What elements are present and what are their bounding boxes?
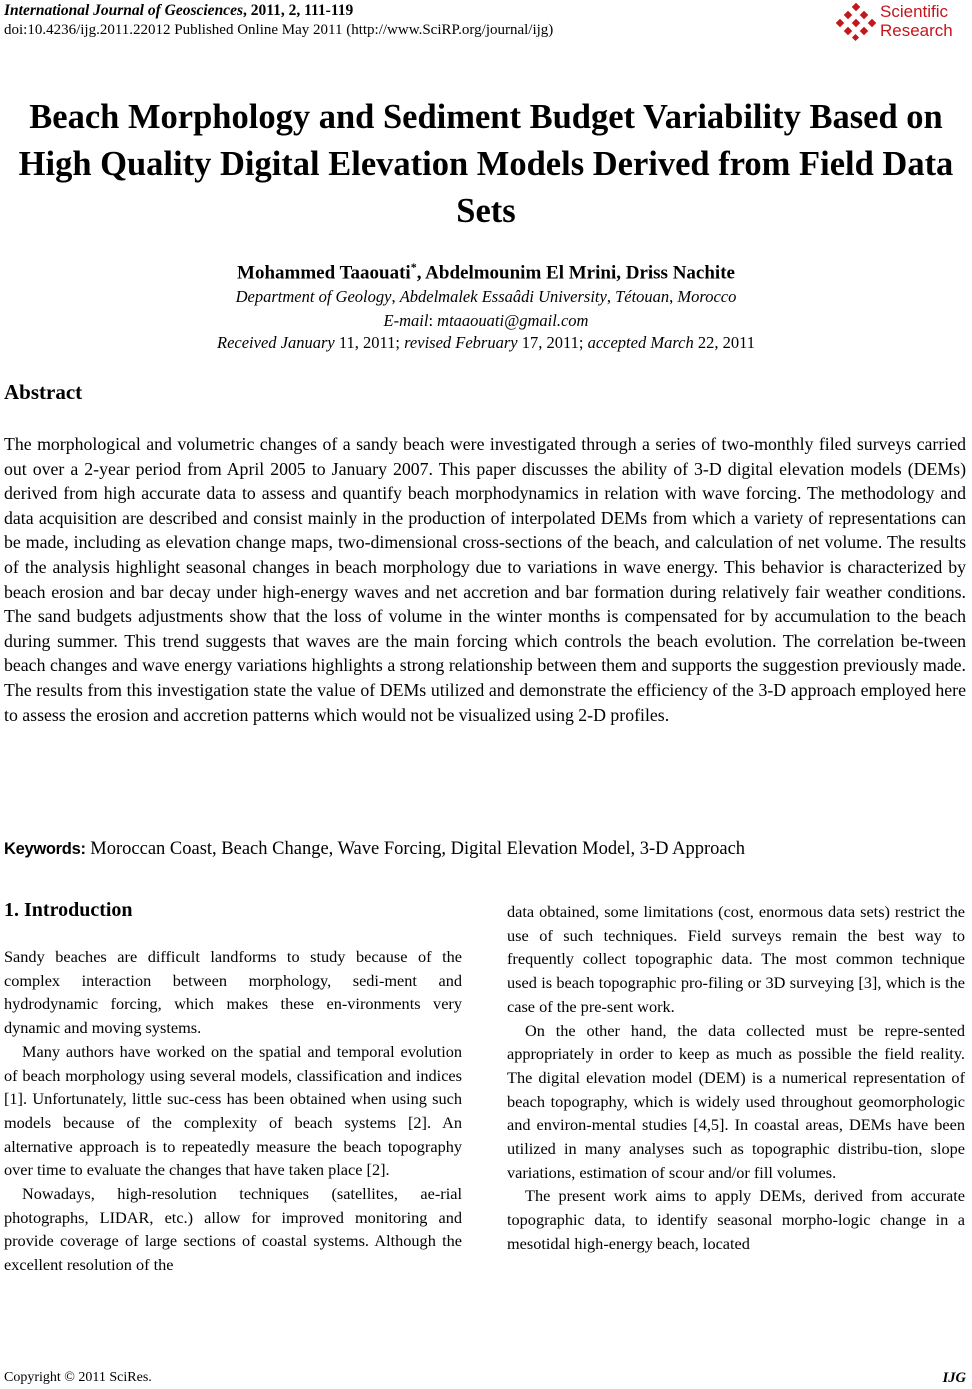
keywords-text: Moroccan Coast, Beach Change, Wave Forcing, Digital Elevation Model, 3-D Approach (85, 839, 746, 859)
corresponding-mark: * (410, 260, 417, 274)
intro-paragraph: data obtained, some limitations (cost, enormous data sets) restrict the use of such techniques. Field surveys remain the best way to frequently collect topographic data. The most common technique used is beach topographic pro-filing or 3D surveying [3], which is the case of the pre-sent work. (507, 902, 965, 1016)
doi-line: doi:10.4236/ijg.2011.22012 Published Online May 2011 (http://www.SciRP.org/journal/ijg) (4, 22, 554, 38)
received-label: Received January (217, 333, 335, 352)
affiliation-city: Tétouan (615, 287, 670, 306)
journal-citation (4, 2, 353, 20)
author-1: Mohammed Taaouati (237, 262, 411, 284)
intro-paragraph: Many authors have worked on the spatial and temporal evolution of beach morphology using several models, classification and indices [1]. Unfortunately, little suc-cess has been obtained when using such models because of the complexity of beach systems [2]. An alternative approach is to repeatedly measure the beach topography over time to evaluate the changes that have taken place [2]. (4, 1041, 462, 1180)
email-address: mtaaouati@gmail.com (437, 311, 589, 330)
copyright: Copyright © 2011 SciRes. (4, 1370, 152, 1385)
intro-right-column (507, 900, 965, 1256)
journal-name: International Journal of Geosciences (4, 2, 243, 19)
accepted-date: 22, 2011 (693, 333, 755, 352)
intro-paragraph: The present work aims to apply DEMs, derived from accurate topographic data, to identify seasonal morpho-logic change in a mesotidal high-energy beach, located (507, 1186, 965, 1253)
keywords (4, 839, 745, 860)
dates-line (0, 333, 972, 353)
keywords-label: Keywords: (4, 840, 86, 858)
abstract-text: The morphological and volumetric changes of a sandy beach were investigated through a series of two-monthly filed surveys carried out over a 2-year period from April 2005 to January 2007. This paper discusses the ability of 3-D digital elevation models (DEMs) derived from high accurate data to assess and quantify beach morphodynamics in relation with wave forcing. The methodology and data acquisition are described and consist mainly in the production of interpolated DEMs from which a variety of representations can be made, including as elevation change maps, two-dimensional cross-sections of the beach, and calculation of net volume. The results of the analysis highlight seasonal changes in beach morphology due to variations in wave energy. This behavior is characterized by beach erosion and bar decay under high-energy waves and net accretion and bar formation during relatively fair weather conditions. The sand budgets adjustments show that the loss of volume in the winter months is compensated for by accumulation to the beach during summer. This trend suggests that waves are the main forcing which controls the beach evolution. The correlation be-tween beach changes and wave energy variations highlights a strong relationship between them and supports the suggestion previously made. The results from this investigation state the value of DEMs utilized and demonstrate the efficiency of the 3-D approach employed here to assess the erosion and accretion patterns which would not be visualized using 2-D profiles. (4, 434, 966, 725)
affiliation-univ: Abdelmalek Essaâdi University (399, 287, 607, 306)
logo-text-line2: Research (880, 21, 953, 40)
logo-text-line1: Scientific (880, 2, 949, 21)
revised-date: 17, 2011; (517, 333, 588, 352)
intro-paragraph: On the other hand, the data collected must be repre-sented appropriately in order to keep as much as possible the field reality. The digital elevation model (DEM) is a numerical representation of beach topography, which is widely used throughout geomorphologic and environ-mental studies [4,5]. In coastal areas, DEMs have been utilized in many analyses such as topographic distribu-tion, slope variations, estimation of scour and/or fill volumes. (507, 1020, 965, 1182)
logo-text (880, 2, 953, 40)
author-list (0, 260, 972, 284)
intro-left-column (4, 945, 462, 1277)
journal-abbreviation: IJG (942, 1370, 966, 1386)
intro-paragraph: Sandy beaches are difficult landforms to study because of the complex interaction between morphology, sedi-ment and hydrodynamic forcing, which makes these en-vironments very dynamic and moving systems. (4, 947, 462, 1038)
abstract-heading: Abstract (4, 380, 83, 404)
paper-title: Beach Morphology and Sediment Budget Variability Based on High Quality Digital Elevation Models Derived from Field Data Sets (18, 98, 954, 230)
revised-label: revised February (404, 333, 518, 352)
other-authors: , Abdelmounim El Mrini, Driss Nachite (416, 262, 735, 284)
publisher-logo (836, 2, 966, 44)
email-label: E-mail (383, 311, 429, 330)
intro-paragraph: Nowadays, high-resolution techniques (satellites, ae-rial photographs, LIDAR, etc.) allow for improved monitoring and provide coverage of large sections of coastal systems. Although the excellent resolution of the (4, 1184, 462, 1275)
affiliation-country: Morocco (677, 287, 737, 306)
email-line: E-mail: mtaaouati@gmail.com (383, 311, 589, 330)
affiliation: Department of Geology, Abdelmalek Essaâdi University, Tétouan, Morocco (235, 287, 737, 306)
intro-heading: 1. Introduction (4, 899, 133, 921)
accepted-label: accepted March (587, 333, 694, 352)
received-date: 11, 2011; (334, 333, 405, 352)
affiliation-dept: Department of Geology (235, 287, 392, 306)
volume-info: , 2011, 2, 111-119 (242, 2, 354, 19)
logo-mark-icon (836, 2, 876, 42)
